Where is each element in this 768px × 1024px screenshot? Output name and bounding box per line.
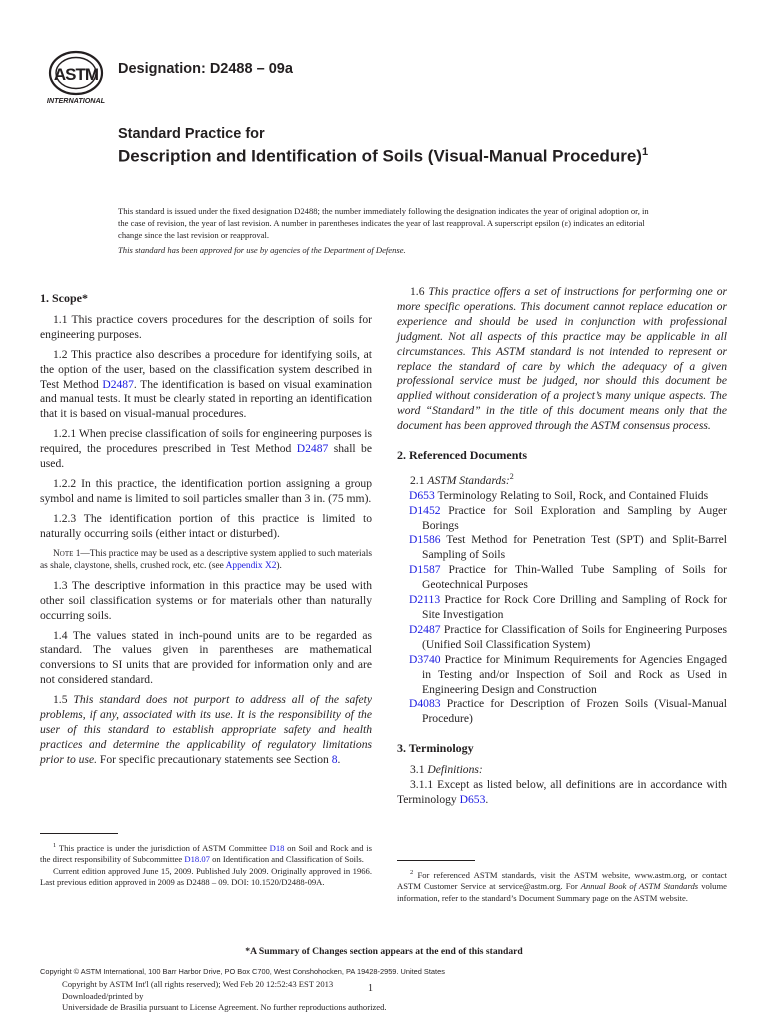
reference-item [397, 697, 727, 727]
title-footnote-ref[interactable]: 1 [641, 146, 649, 158]
reference-item [397, 593, 727, 623]
logo-sub: INTERNATIONAL [46, 96, 106, 105]
footnote-text: volume information, refer to the standard’s Document Summary page on the ASTM website. [397, 881, 727, 903]
reference-item [397, 653, 727, 698]
title-prefix: Standard Practice for [118, 126, 265, 142]
astm-logo-icon [40, 50, 112, 106]
footnote-text: on Identification and Classification of Soils. [209, 854, 364, 865]
reference-code-link[interactable]: D2487 [409, 622, 441, 636]
link-d2487[interactable]: D2487 [296, 442, 329, 456]
reference-item [397, 623, 727, 653]
footnote-divider [397, 860, 475, 861]
license-line: Downloaded/printed by [62, 990, 144, 1001]
para-1-4: 1.4 The values stated in inch-pound units are to be regarded as standard. The values given in parentheses are mathematical conversions to SI units that are provided for information only and are not considered standard. [40, 628, 372, 687]
reference-code-link[interactable]: D3740 [409, 652, 441, 666]
para-1-1: 1.1 This practice covers procedures for the description of soils for engineering purposes. [40, 312, 372, 341]
section-heading-terminology: 3. Terminology [397, 741, 474, 756]
license-line: Universidade de Brasilia pursuant to License Agreement. No further reproductions authorized. [62, 1002, 387, 1013]
intro-block [118, 206, 658, 257]
footnote-1 [40, 840, 372, 889]
link-d18[interactable]: D18 [269, 842, 285, 853]
page-number: 1 [368, 983, 373, 994]
designation-year: – 09a [252, 61, 293, 77]
link-appendix-x2[interactable]: Appendix X2 [225, 561, 277, 572]
para-1-5 [40, 693, 372, 768]
page-title [118, 142, 678, 167]
para-2-1 [397, 470, 727, 489]
reference-item [397, 533, 727, 563]
astm-logo [40, 50, 112, 106]
para-text: 1.2 This practice also describes a procedure for identifying soils, at the option of the user, based on the classification system described in Test Method [40, 347, 372, 391]
reference-code-link[interactable]: D653 [409, 488, 435, 502]
note-text: ). [276, 561, 282, 572]
footnote-1-edition: Current edition approved June 15, 2009. Published July 2009. Originally approved in 1966. Last previous edition approved in 2009 as D2488 – 09. DOI: 10.1520/D2488-09A. [40, 865, 372, 888]
reference-code-link[interactable]: D1452 [409, 503, 441, 517]
para-text: Definitions: [427, 763, 483, 777]
para-number: 1.6 [410, 285, 429, 298]
footnote-2 [397, 867, 727, 904]
footnote-divider [40, 833, 118, 834]
reference-item [397, 563, 727, 593]
para-1-2-2: 1.2.2 In this practice, the identification portion assigning a group symbol and name is limited to soil particles smaller than 3 in. (75 mm). [40, 476, 372, 505]
para-text: 1.2.1 When precise classification of soils for engineering purposes is required, the procedures prescribed in Test Method [40, 427, 372, 456]
footnote-marker: 2 [410, 869, 414, 876]
designation [118, 61, 293, 77]
designation-label: Designation: D2488 [118, 61, 253, 77]
link-section-8[interactable]: 8 [331, 752, 338, 766]
reference-code-link[interactable]: D4083 [409, 697, 441, 711]
reference-item [397, 504, 727, 534]
para-1-3: 1.3 The descriptive information in this practice may be used with other soil classification systems or for materials other than naturally occurring soils. [40, 578, 372, 622]
section-heading-scope: 1. Scope* [40, 291, 88, 305]
reference-code-link[interactable]: D2113 [409, 593, 441, 607]
note-1 [40, 548, 372, 573]
reference-code-link[interactable]: D1587 [409, 563, 441, 577]
footnote-text: Annual Book of ASTM Standards [580, 881, 699, 892]
para-number: 3.1 [410, 763, 428, 777]
footnote-text: on Soil and Rock and is the direct responsibility of Subcommittee [40, 842, 372, 865]
footnote-text: This practice is under the jurisdiction of ASTM Committee [56, 842, 270, 853]
reference-title: Test Method for Penetration Test (SPT) and Split-Barrel Sampling of Soils [422, 533, 727, 562]
reference-title: Practice for Thin-Walled Tube Sampling of Soils for Geotechnical Purposes [422, 563, 727, 592]
link-d18-07[interactable]: D18.07 [184, 854, 210, 865]
footnote-1-text [40, 840, 372, 866]
para-1-6 [397, 285, 727, 434]
para-text: This practice offers a set of instructions for performing one or more specific operations. This document cannot replace education or experience and should be used in conjunction with professional judgment. Not all aspects of this practice may be applicable in all circumstances. This ASTM standard is not intended to represent or replace the standard of care by which the adequacy of a given professional service must be judged, nor should this document be applied without consideration of a project’s many unique aspects. The word “Standard” in the title of this document means only that the document has been approved through the ASTM consensus process. [397, 285, 728, 433]
para-1-2 [40, 348, 372, 423]
link-d653[interactable]: D653 [459, 792, 486, 806]
para-text: For specific precautionary statements see Section [97, 752, 332, 766]
reference-title: Practice for Minimum Requirements for Agencies Engaged in Testing and/or Inspection of Soil and Rock as Used in Engineering Design and Construction [422, 652, 727, 696]
para-text: . [485, 792, 489, 806]
copyright-line: Copyright © ASTM International, 100 Barr Harbor Drive, PO Box C700, West Conshohocken, PA 19428-2959. United States [40, 967, 445, 976]
summary-of-changes-notice: *A Summary of Changes section appears at the end of this standard [245, 946, 523, 957]
right-column [397, 285, 727, 813]
footnote-2-text [397, 867, 727, 904]
license-line: Copyright by ASTM Int'l (all rights reserved); Wed Feb 20 12:52:43 EST 2013 [62, 979, 334, 989]
para-text: . The identification is based on visual examination and manual tests. It must be clearly stated in reporting an identification that it is based on visual-manual procedures. [40, 377, 372, 421]
para-1-2-1 [40, 427, 372, 472]
reference-list [397, 489, 727, 728]
note-text: —This practice may be used as a descriptive system applied to such materials as shale, claystone, shells, crushed rock, etc. (see [40, 548, 372, 572]
para-3-1-1 [397, 778, 727, 808]
reference-title: Practice for Soil Exploration and Sampling by Auger Borings [422, 503, 727, 532]
reference-code-link[interactable]: D1586 [409, 533, 441, 547]
link-d2487[interactable]: D2487 [102, 377, 134, 391]
para-text: shall be used. [40, 442, 372, 471]
para-3-1 [397, 763, 727, 778]
para-1-2-3: 1.2.3 The identification portion of this practice is limited to naturally occurring soils (either intact or disturbed). [40, 511, 372, 540]
para-text: . [337, 752, 341, 766]
intro-text: This standard is issued under the fixed designation D2488; the number immediately following the designation indicates the year of original adoption or, in the case of revision, the year of last revision. A number in parentheses indicates the year of last reapproval. A superscript epsilon (ε) indicates an editorial change since the last revision or reapproval. [118, 206, 649, 240]
reference-item [397, 489, 727, 504]
title-text: Description and Identification of Soils (Visual-Manual Procedure) [118, 146, 642, 166]
para-text: 3.1.1 Except as listed below, all definitions are in accordance with Terminology [397, 778, 727, 806]
reference-title: Practice for Description of Frozen Soils (Visual-Manual Procedure) [422, 697, 727, 726]
reference-title: Practice for Rock Core Drilling and Sampling of Rock for Site Investigation [422, 593, 727, 621]
reference-title: Practice for Classification of Soils for Engineering Purposes (Unified Soil Classification System) [422, 622, 727, 651]
note-label: Note 1 [53, 548, 81, 559]
footnote-ref[interactable]: 2 [509, 471, 514, 481]
left-column [40, 285, 372, 773]
reference-title: Terminology Relating to Soil, Rock, and Contained Fluids [434, 488, 709, 502]
para-number: 1.5 [53, 693, 74, 707]
dod-approval: This standard has been approved for use by agencies of the Department of Defense. [118, 245, 406, 256]
footnote-marker: 1 [53, 842, 57, 849]
section-heading-referenced-documents: 2. Referenced Documents [397, 448, 528, 463]
title-block [118, 126, 678, 167]
logo-lettering: ASTM [53, 65, 99, 84]
para-text: ASTM Standards: [427, 473, 510, 487]
license-block [62, 979, 387, 1014]
para-text: This standard does not purport to address all of the safety problems, if any, associated with its use. It is the responsibility of the user of this standard to establish appropriate safety and health practices and determine the applicability of regulatory limitations prior to use. [40, 693, 373, 766]
footnote-text: For referenced ASTM standards, visit the ASTM website, www.astm.org, or contact ASTM Customer Service at service@astm.org. For [397, 869, 727, 892]
para-number: 2.1 [410, 473, 428, 487]
